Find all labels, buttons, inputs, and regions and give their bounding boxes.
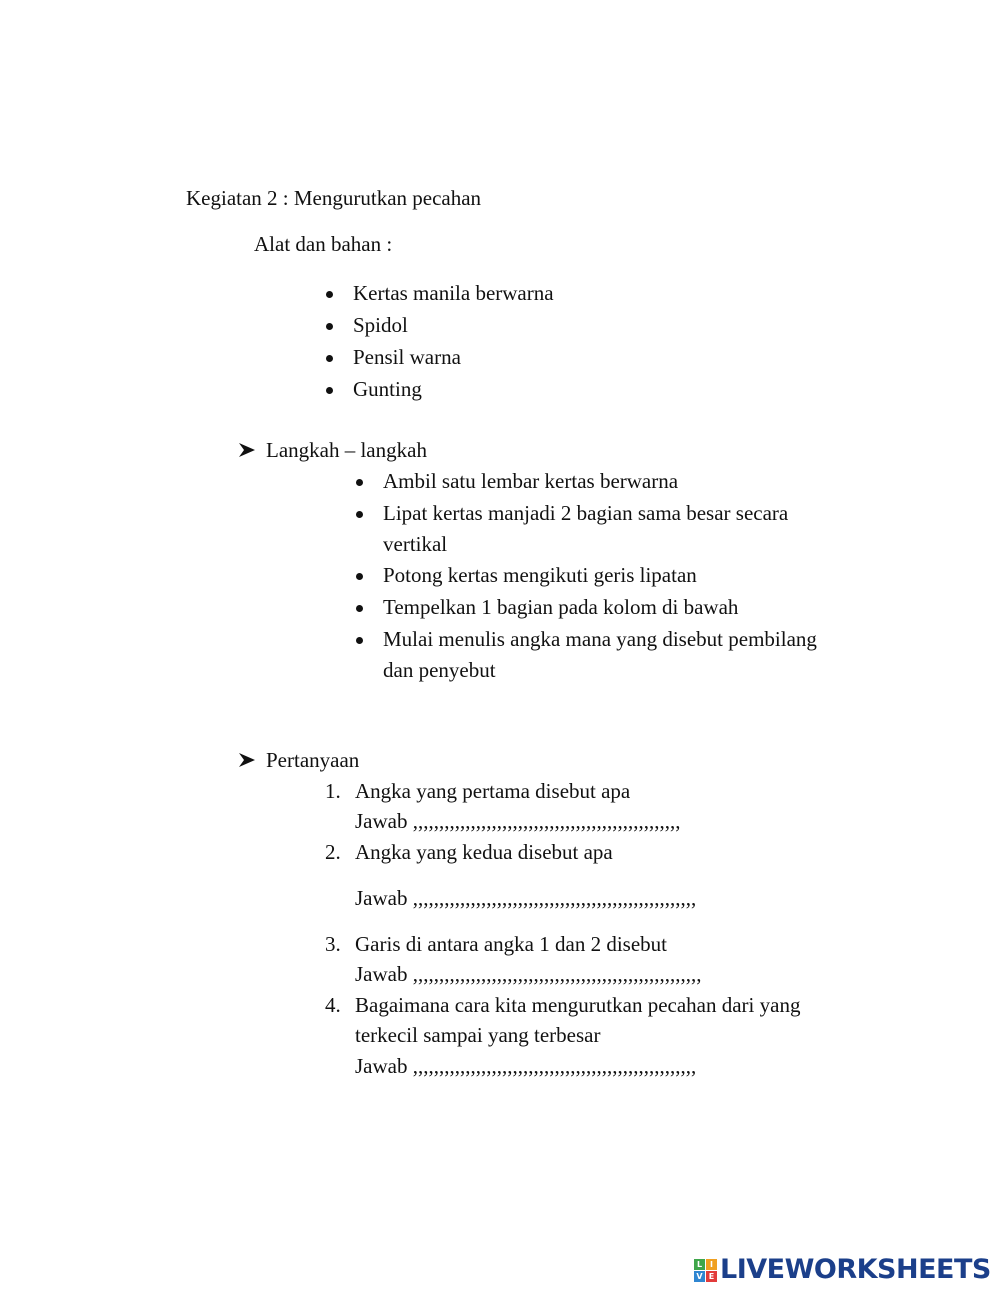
bullet-icon (326, 355, 333, 362)
bullet-icon (326, 387, 333, 394)
step-item: Tempelkan 1 bagian pada kolom di bawah (383, 595, 739, 619)
bullet-icon (356, 605, 363, 612)
question-text: Angka yang kedua disebut apa (355, 840, 613, 864)
step-item: Mulai menulis angka mana yang disebut pembilang (383, 627, 817, 651)
bullet-icon (356, 637, 363, 644)
questions-title: Pertanyaan (266, 748, 360, 772)
question-text: Angka yang pertama disebut apa (355, 779, 631, 803)
step-item-continuation: vertikal (383, 532, 448, 556)
logo-mark-icon (694, 1259, 717, 1282)
question-number: 4. (325, 993, 341, 1017)
steps-title: Langkah – langkah (266, 438, 427, 462)
bullet-icon (326, 323, 333, 330)
materials-title: Alat dan bahan : (254, 232, 393, 256)
question-number: 1. (325, 779, 341, 803)
question-number: 2. (325, 840, 341, 864)
logo-mark-letter: E (706, 1271, 717, 1282)
logo-mark-letter: I (706, 1259, 717, 1270)
arrow-bullet-icon (238, 442, 256, 458)
question-number: 3. (325, 932, 341, 956)
material-item: Kertas manila berwarna (353, 281, 554, 305)
bullet-icon (356, 479, 363, 486)
bullet-icon (356, 573, 363, 580)
logo-mark-letter: V (694, 1271, 705, 1282)
logo-mark-letter: L (694, 1259, 705, 1270)
answer-blank[interactable]: Jawab ,,,,,,,,,,,,,,,,,,,,,,,,,,,,,,,,,,,,,,,,,,,,,,,,,,, (355, 809, 681, 833)
question-text-continuation: terkecil sampai yang terbesar (355, 1023, 601, 1047)
bullet-icon (356, 511, 363, 518)
arrow-bullet-icon (238, 752, 256, 768)
liveworksheets-logo[interactable] (694, 1254, 991, 1286)
activity-heading: Kegiatan 2 : Mengurutkan pecahan (186, 186, 482, 210)
logo-text: LIVEWORKSHEETS (720, 1254, 991, 1285)
question-text: Bagaimana cara kita mengurutkan pecahan dari yang (355, 993, 801, 1017)
question-text: Garis di antara angka 1 dan 2 disebut (355, 932, 667, 956)
material-item: Pensil warna (353, 345, 461, 369)
answer-blank[interactable]: Jawab ,,,,,,,,,,,,,,,,,,,,,,,,,,,,,,,,,,,,,,,,,,,,,,,,,,,,,, (355, 1054, 697, 1078)
step-item-continuation: dan penyebut (383, 658, 496, 682)
step-item: Potong kertas mengikuti geris lipatan (383, 563, 697, 587)
material-item: Spidol (353, 313, 408, 337)
answer-blank[interactable]: Jawab ,,,,,,,,,,,,,,,,,,,,,,,,,,,,,,,,,,,,,,,,,,,,,,,,,,,,,,, (355, 962, 702, 986)
step-item: Ambil satu lembar kertas berwarna (383, 469, 679, 493)
bullet-icon (326, 291, 333, 298)
step-item: Lipat kertas manjadi 2 bagian sama besar secara (383, 501, 789, 525)
answer-blank[interactable]: Jawab ,,,,,,,,,,,,,,,,,,,,,,,,,,,,,,,,,,,,,,,,,,,,,,,,,,,,,, (355, 886, 697, 910)
material-item: Gunting (353, 377, 422, 401)
